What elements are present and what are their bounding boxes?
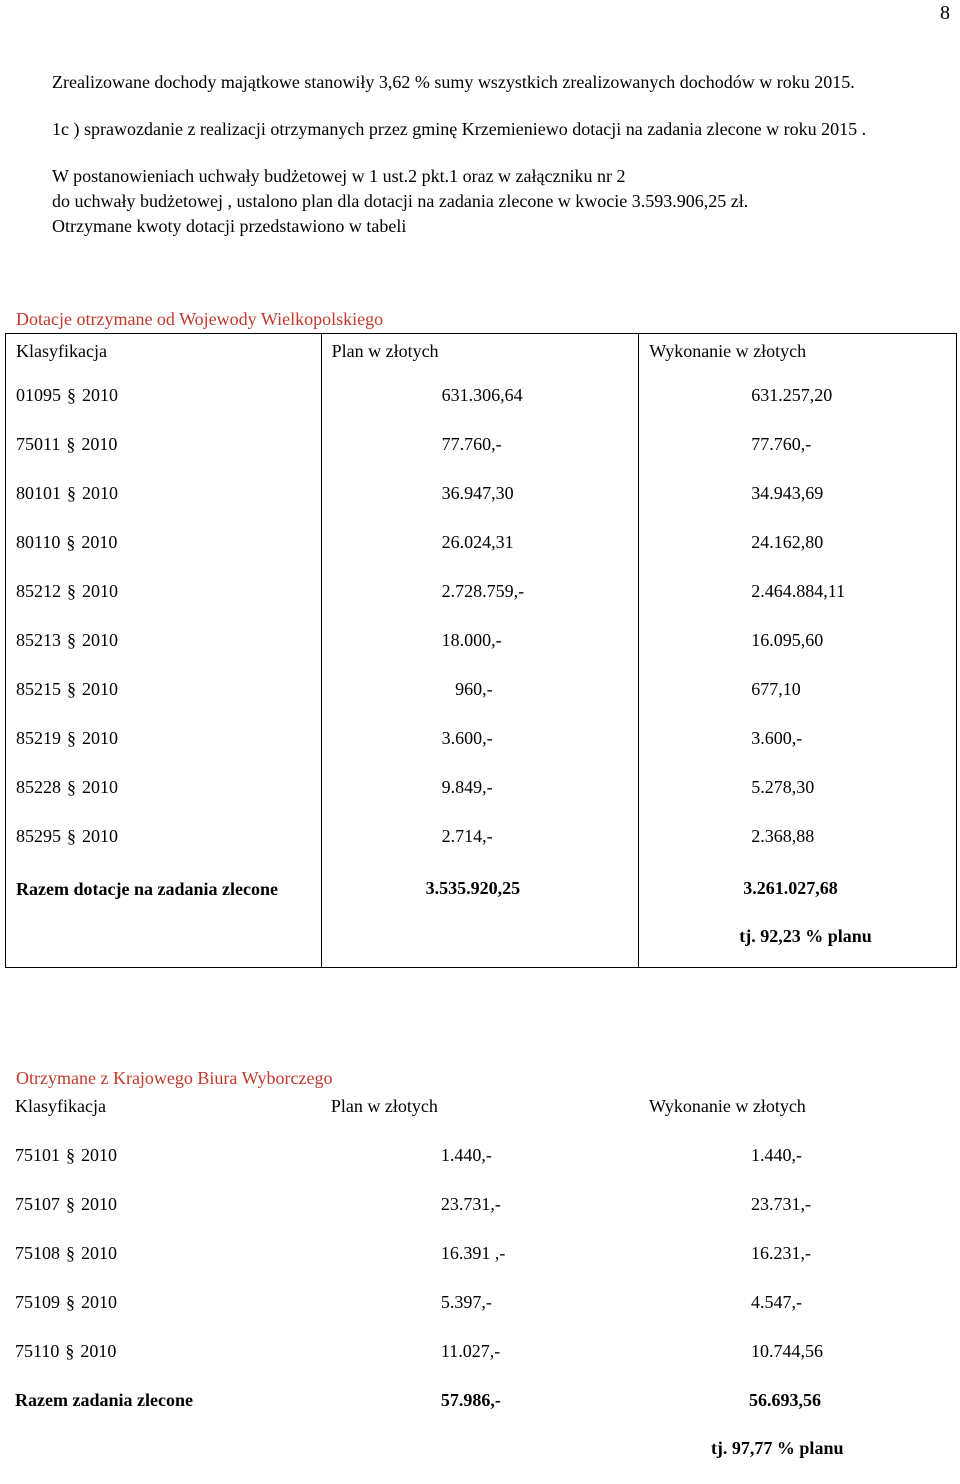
table-row [5, 1142, 957, 1191]
plan-cell: 631.306,64 [321, 382, 639, 431]
plan-cell: 11.027,- [440, 1341, 501, 1361]
classification-cell [6, 676, 322, 725]
paragraph-code: 2010 [82, 825, 118, 846]
table-row [6, 578, 957, 627]
table1-total-label: Razem dotacje na zadania zlecone [6, 872, 322, 968]
classification-cell [6, 578, 322, 627]
paragraph-code: 2010 [82, 678, 118, 699]
classification-cell [6, 480, 322, 529]
table-row [6, 725, 957, 774]
section-symbol-icon: § [67, 678, 76, 699]
classification-cell [5, 1191, 321, 1240]
paragraph-code: 2010 [81, 1194, 117, 1214]
table-row [6, 774, 957, 823]
paragraph-code: 2010 [81, 433, 118, 454]
paragraph-code: 2010 [82, 482, 118, 503]
classification-cell [5, 1142, 321, 1191]
section-symbol-icon: § [66, 1145, 75, 1165]
plan-cell: 26.024,31 [321, 529, 639, 578]
section-code: 85212 [16, 580, 61, 601]
classification-cell [6, 529, 322, 578]
classification-cell [6, 382, 322, 431]
paragraph-code: 2010 [81, 531, 118, 552]
table2-total-row [5, 1387, 957, 1477]
section-code: 85219 [16, 727, 61, 748]
table1-header-plan: Plan w złotych [321, 334, 639, 382]
table-row [5, 1338, 957, 1387]
execution-cell: 23.731,- [750, 1194, 811, 1214]
table1-total-plan: 3.535.920,25 [321, 872, 639, 968]
table2-total-exec: 56.693,56 [748, 1390, 821, 1410]
plan-cell: 23.731,- [440, 1194, 501, 1214]
table1-total-exec: 3.261.027,68 [743, 877, 838, 898]
table-row [6, 529, 957, 578]
table-row [6, 823, 957, 872]
section-code: 85295 [16, 825, 61, 846]
classification-cell [5, 1338, 321, 1387]
plan-cell: 2.728.759,- [321, 578, 639, 627]
section-symbol-icon: § [66, 1243, 75, 1263]
table-row [5, 1240, 957, 1289]
section-code: 75107 [15, 1194, 60, 1214]
paragraph-code: 2010 [82, 580, 118, 601]
table-row [6, 480, 957, 529]
plan-cell: 3.600,- [321, 725, 639, 774]
paragraph-code: 2010 [81, 1292, 117, 1312]
execution-cell: 24.162,80 [639, 529, 957, 578]
classification-cell [6, 725, 322, 774]
execution-cell: 10.744,56 [750, 1341, 823, 1361]
section-symbol-icon: § [67, 629, 76, 650]
plan-cell: 2.714,- [321, 823, 639, 872]
execution-cell: 677,10 [639, 676, 957, 725]
section-code: 80110 [16, 531, 61, 552]
section-symbol-icon: § [67, 776, 76, 797]
section-code: 75108 [15, 1243, 60, 1263]
execution-cell: 3.600,- [639, 725, 957, 774]
table-row [6, 676, 957, 725]
execution-cell: 4.547,- [750, 1292, 802, 1312]
table1-heading: Dotacje otrzymane od Wojewody Wielkopolskiego [16, 309, 384, 329]
classification-cell [5, 1240, 321, 1289]
classification-cell [6, 431, 322, 480]
section-code: 75109 [15, 1292, 60, 1312]
intro-text [52, 70, 932, 239]
paragraph-code: 2010 [82, 776, 118, 797]
section-symbol-icon: § [66, 1194, 75, 1214]
paragraph-code: 2010 [82, 384, 118, 405]
section-symbol-icon: § [66, 1292, 75, 1312]
execution-cell: 2.368,88 [639, 823, 957, 872]
paragraph-code: 2010 [82, 727, 118, 748]
paragraph-code: 2010 [82, 629, 118, 650]
plan-cell: 16.391 ,- [440, 1243, 506, 1263]
plan-cell: 18.000,- [321, 627, 639, 676]
table-row [5, 1289, 957, 1338]
section-code: 85213 [16, 629, 61, 650]
section-symbol-icon: § [67, 727, 76, 748]
intro-paragraph-1: Zrealizowane dochody majątkowe stanowiły 3,62 % sumy wszystkich zrealizowanych dochodów w roku 2015. [52, 72, 855, 92]
intro-paragraph-2: 1c ) sprawozdanie z realizacji otrzymanych przez gminę Krzemieniewo dotacji na zadania zlecone w roku 2015 . [52, 119, 867, 139]
table2-total-pct: tj. 97,77 % planu [710, 1438, 844, 1458]
classification-cell [6, 774, 322, 823]
plan-cell: 77.760,- [321, 431, 639, 480]
table-row [6, 627, 957, 676]
section-symbol-icon: § [67, 384, 76, 405]
classification-cell [6, 627, 322, 676]
execution-cell: 34.943,69 [639, 480, 957, 529]
plan-cell: 960,- [321, 676, 639, 725]
section-code: 85228 [16, 776, 61, 797]
plan-cell: 5.397,- [440, 1292, 492, 1312]
table2 [5, 1093, 957, 1477]
table-row [6, 431, 957, 480]
intro-paragraph-3a: W postanowieniach uchwały budżetowej w 1 ust.2 pkt.1 oraz w załączniku nr 2 [52, 166, 626, 186]
plan-cell: 1.440,- [440, 1145, 492, 1165]
classification-cell [6, 823, 322, 872]
execution-cell: 16.231,- [750, 1243, 811, 1263]
table2-header-classification: Klasyfikacja [15, 1096, 106, 1116]
table-row [5, 1191, 957, 1240]
section-code: 75011 [16, 433, 61, 454]
execution-cell: 2.464.884,11 [639, 578, 957, 627]
table1-header-execution: Wykonanie w złotych [639, 334, 957, 382]
page-number: 8 [940, 2, 950, 24]
section-symbol-icon: § [66, 531, 76, 552]
execution-cell: 16.095,60 [639, 627, 957, 676]
table2-total-plan: 57.986,- [440, 1390, 501, 1410]
execution-cell: 5.278,30 [639, 774, 957, 823]
table1-header-classification: Klasyfikacja [6, 334, 322, 382]
section-symbol-icon: § [67, 482, 76, 503]
table2-header-execution: Wykonanie w złotych [648, 1096, 806, 1116]
table1-total-pct: tj. 92,23 % planu [739, 925, 872, 946]
execution-cell: 631.257,20 [639, 382, 957, 431]
plan-cell: 9.849,- [321, 774, 639, 823]
section-code: 75101 [15, 1145, 60, 1165]
table2-total-label: Razem zadania zlecone [15, 1390, 193, 1410]
execution-cell: 77.760,- [639, 431, 957, 480]
section-code: 80101 [16, 482, 61, 503]
intro-paragraph-3c: Otrzymane kwoty dotacji przedstawiono w tabeli [52, 216, 407, 236]
classification-cell [5, 1289, 321, 1338]
section-symbol-icon: § [66, 433, 76, 454]
intro-paragraph-3b: do uchwały budżetowej , ustalono plan dla dotacji na zadania zlecone w kwocie 3.593.906,25 zł. [52, 191, 749, 211]
execution-cell: 1.440,- [750, 1145, 802, 1165]
paragraph-code: 2010 [81, 1145, 117, 1165]
table1 [5, 333, 957, 968]
paragraph-code: 2010 [80, 1341, 117, 1361]
paragraph-code: 2010 [81, 1243, 117, 1263]
table2-header-plan: Plan w złotych [330, 1096, 438, 1116]
section-symbol-icon: § [65, 1341, 75, 1361]
section-symbol-icon: § [67, 580, 76, 601]
section-code: 85215 [16, 678, 61, 699]
table2-heading: Otrzymane z Krajowego Biura Wyborczego [16, 1068, 333, 1088]
section-symbol-icon: § [67, 825, 76, 846]
table-row [6, 382, 957, 431]
plan-cell: 36.947,30 [321, 480, 639, 529]
table1-total-row [6, 872, 957, 968]
section-code: 01095 [16, 384, 61, 405]
section-code: 75110 [15, 1341, 60, 1361]
